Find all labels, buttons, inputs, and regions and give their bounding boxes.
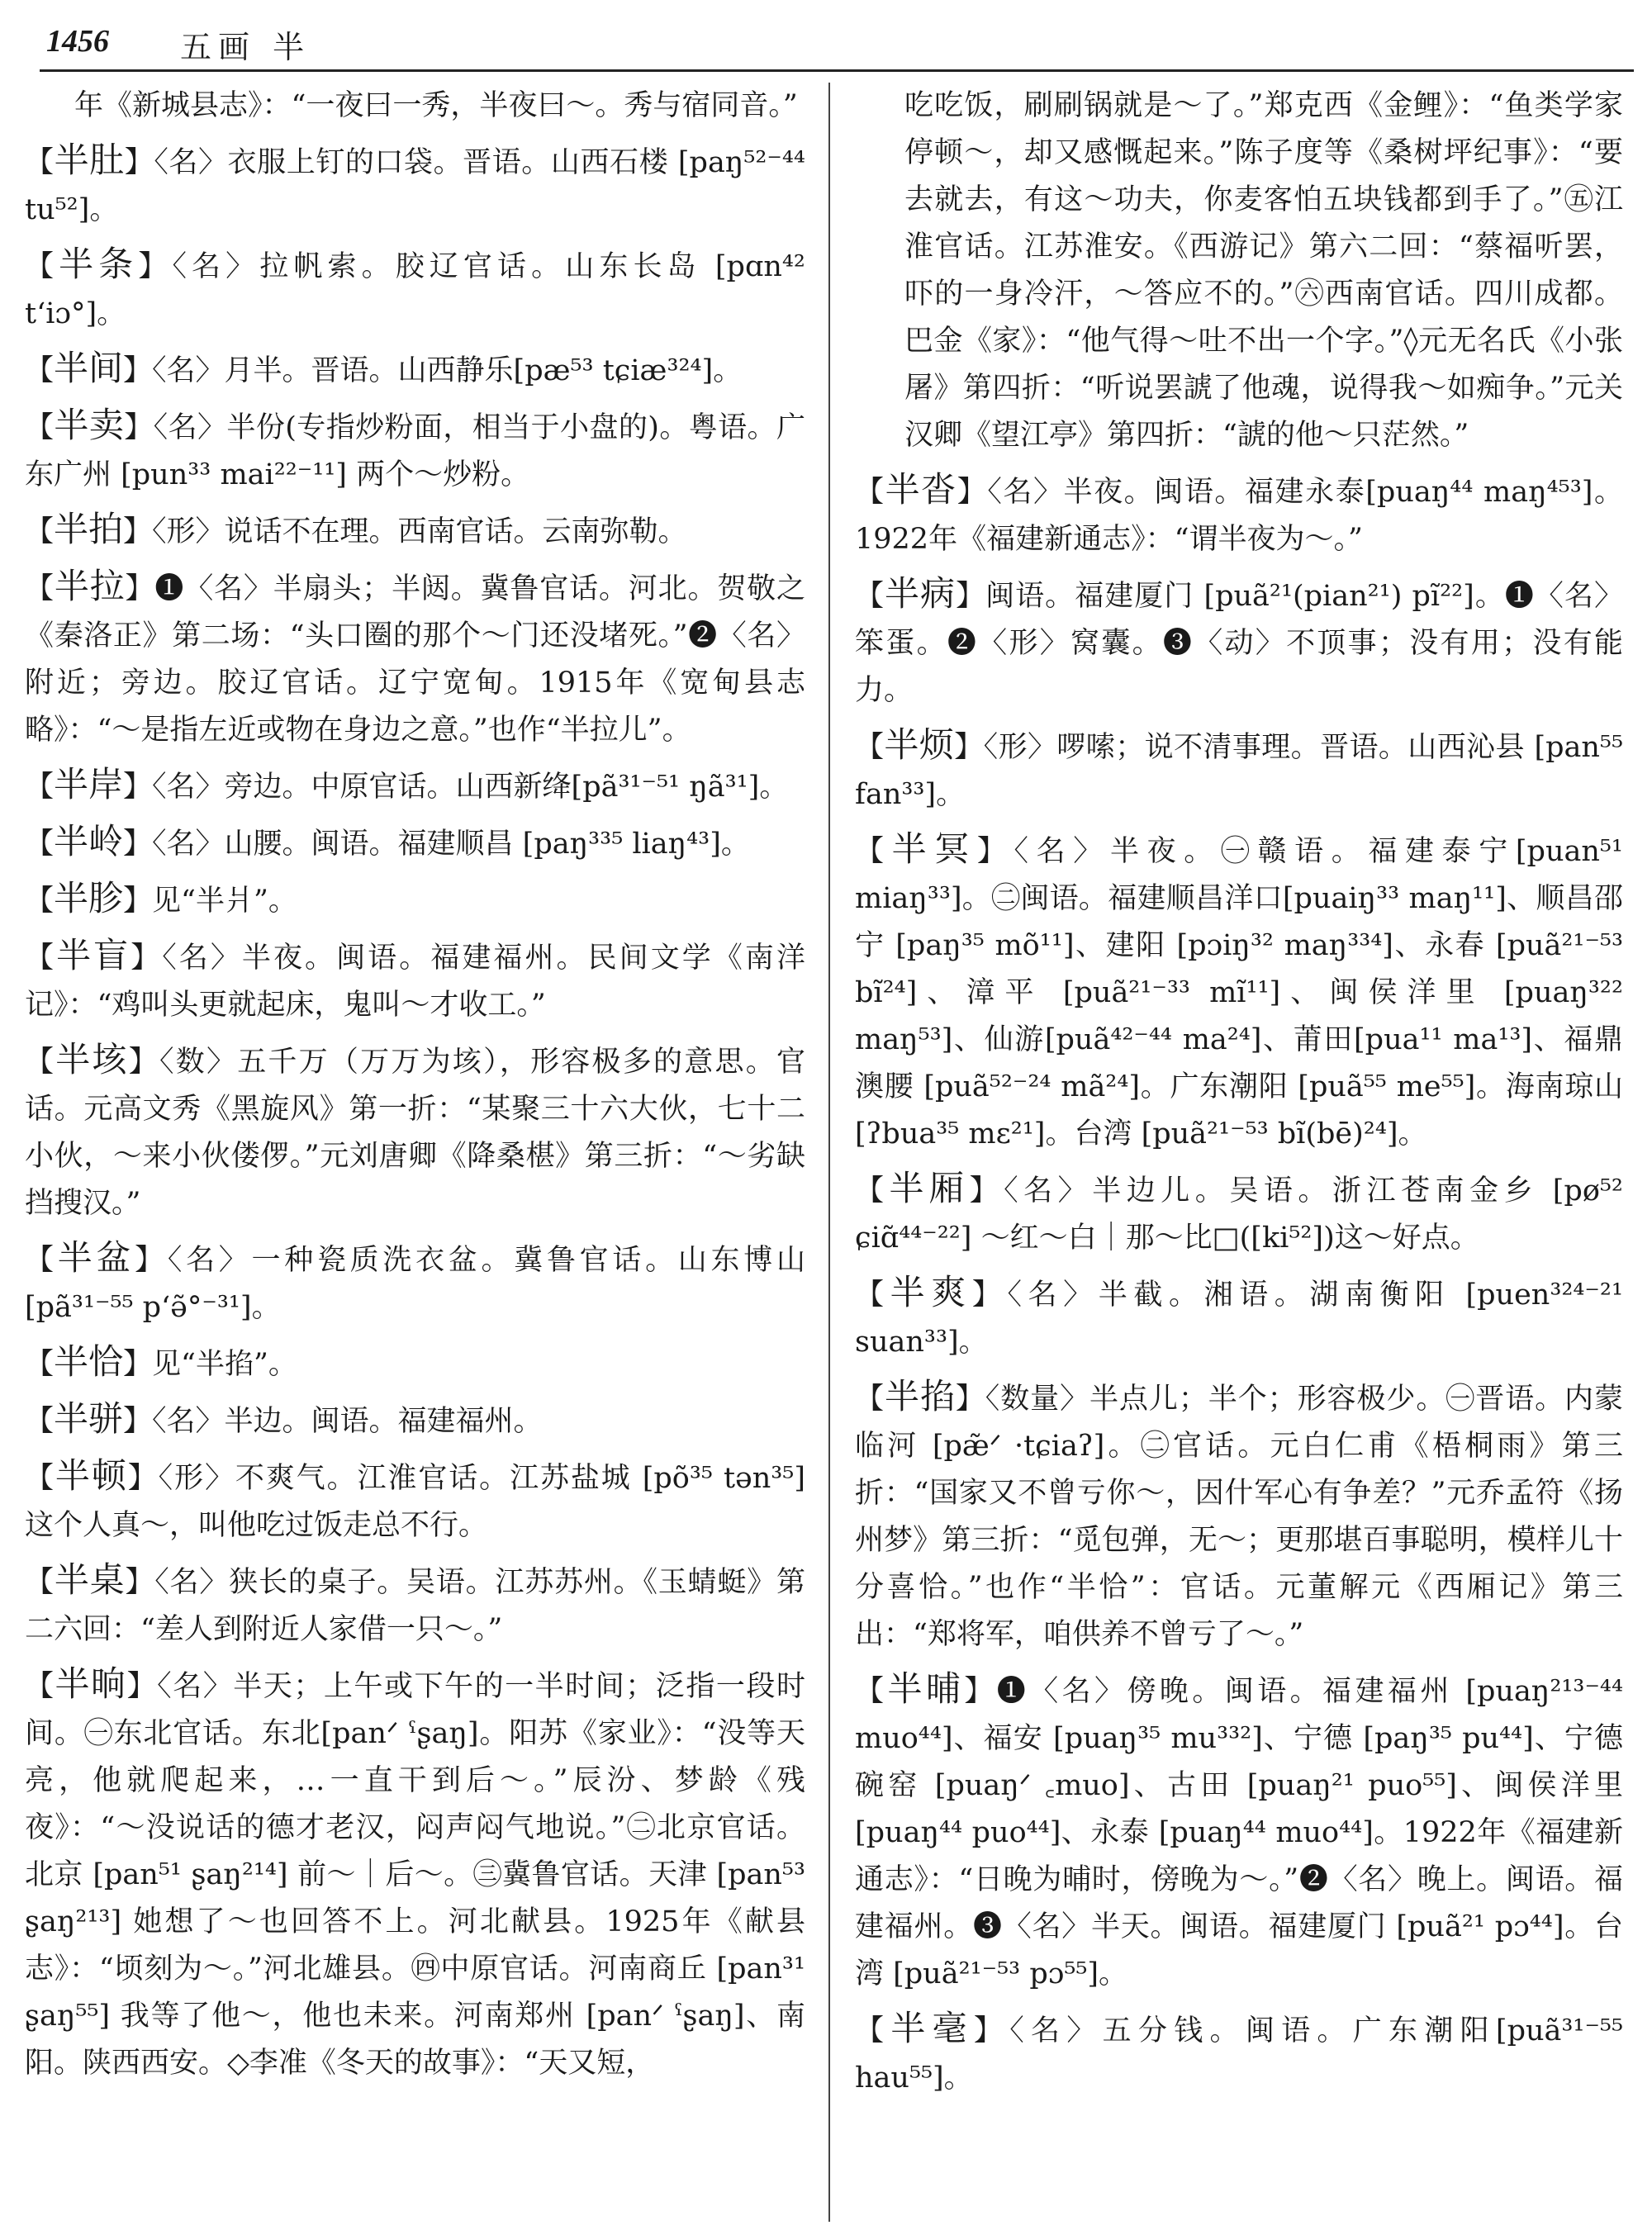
entry-text: ❶〈名〉半扇头；半闼。冀鲁官话。河北。贺敬之《秦洛正》第二场：“头口圈的那个～门还没堵死。”❷〈名〉附近；旁边。胶辽官话。辽宁宽甸。1915年《宽甸县志略》：“～是指左近或物在身边之意。”也作“半拉儿”。 bbox=[25, 572, 805, 747]
headword: 半桌 bbox=[54, 1559, 126, 1600]
entry-text: 〈名〉半份(专指炒粉面，相当于小盘的)。粤语。广东广州 [pun³³ mai²²⁻¹¹] 两个～炒粉。 bbox=[25, 411, 805, 491]
entry-text: 〈数〉五千万（万万为垓），形容极多的意思。官话。元高文秀《黑旋风》第一折：“某聚三十六大伙，七十二小伙，～来小伙偻㑩。”元刘唐卿《降桑椹》第三折：“～劣缺挡搜汉。” bbox=[25, 1046, 805, 1220]
headword: 半拍 bbox=[54, 509, 124, 549]
dictionary-entry: 【半顿】〈形〉不爽气。江淮官话。江苏盐城 [põ³⁵ tən³⁵] 这个人真～，叫他吃过饭走总不行。 bbox=[25, 1455, 805, 1542]
headword: 半肚 bbox=[54, 140, 125, 180]
dictionary-entry: 【半桌】〈名〉狭长的桌子。吴语。江苏苏州。《玉蜻蜓》第二六回：“差人到附近人家借一只～。” bbox=[25, 1559, 805, 1646]
dictionary-entry: 【半拍】〈形〉说话不在理。西南官话。云南弥勒。 bbox=[25, 509, 687, 549]
dictionary-entry: 【半病】闽语。福建厦门 [puã²¹(pian²¹) pĩ²²]。❶〈名〉笨蛋。❷〈形〉窝囊。❸〈动〉不顶事；没有用；没有能力。 bbox=[855, 573, 1623, 707]
headword: 半晌 bbox=[55, 1663, 127, 1704]
headword: 半爽 bbox=[890, 1272, 972, 1312]
dictionary-entry: 【半厢】〈名〉半边儿。吴语。浙江苍南金乡 [pø⁵² ɕiɑ̃⁴⁴⁻²²] ～红～白｜那～比□([ki⁵²])这～好点。 bbox=[855, 1168, 1623, 1255]
headword: 半顿 bbox=[55, 1455, 128, 1496]
entry-text: 见“半掐”。 bbox=[152, 1348, 297, 1381]
left-column bbox=[25, 83, 805, 2226]
headword: 半胗 bbox=[54, 878, 124, 918]
entry-text: 〈形〉说话不在理。西南官话。云南弥勒。 bbox=[152, 515, 687, 548]
entry-text: 〈形〉啰嗦；说不清事理。晋语。山西沁县 [pan⁵⁵ fan³³]。 bbox=[855, 731, 1623, 811]
headword: 半沓 bbox=[885, 469, 957, 510]
column-divider bbox=[828, 83, 830, 2222]
entry-text: 〈名〉山腰。闽语。福建顺昌 [paŋ³³⁵ liaŋ⁴³]。 bbox=[152, 828, 750, 861]
headword: 半拉 bbox=[54, 566, 126, 606]
entry-text: 〈名〉半边。闽语。福建福州。 bbox=[152, 1405, 543, 1438]
entry-text: 〈名〉旁边。中原官话。山西新绛[pã³¹⁻⁵¹ ŋã³¹]。 bbox=[152, 771, 789, 804]
entry-text: 吃吃饭，刷刷锅就是～了。”郑克西《金鲤》：“鱼类学家停顿～，却又感慨起来。”陈子度等《桑树坪纪事》：“要去就去，有这～功夫，你麦客怕五块钱都到手了。”㊄江淮官话。江苏淮安。《西游记》第六二回：“蔡福听罢，吓的一身冷汗，～答应不的。”㊅西南官话。四川成都。巴金《家》：“他气得～吐不出一个字。”◊元无名氏《小张屠》第四折：“听说罢諕了他魂，说得我～如痴争。”元关汉卿《望江亭》第四折：“諕的他～只茫然。” bbox=[904, 89, 1623, 452]
entry-text: 〈名〉月半。晋语。山西静乐[pæ⁵³ tɕiæ³²⁴]。 bbox=[152, 354, 743, 387]
entry-text: 〈名〉衣服上钉的口袋。晋语。山西石楼 [paŋ⁵²⁻⁴⁴ tu⁵²]。 bbox=[25, 146, 805, 226]
headword: 半毫 bbox=[890, 2008, 974, 2048]
entry-text: ❶〈名〉傍晚。闽语。福建福州 [puaŋ²¹³⁻⁴⁴ muo⁴⁴]、福安 [puaŋ³⁵ mu³³²]、宁德 [paŋ³⁵ pu⁴⁴]、宁德碗窑 [puaŋᐟ ꜀muo]、古田 [puaŋ²¹ puo⁵⁵]、闽侯洋里 [puaŋ⁴⁴ puo⁴⁴]、永泰 [puaŋ⁴⁴ muo⁴⁴]。1922年《福建新通志》：“日晚为晡时，傍晚为～。”❷〈名〉晚上。闽语。福建福州。❸〈名〉半天。闽语。福建厦门 [puã²¹ pɔ⁴⁴]。台湾 [puã²¹⁻⁵³ pɔ⁵⁵]。 bbox=[855, 1675, 1623, 1990]
headword: 半垓 bbox=[55, 1039, 129, 1079]
dictionary-entry: 【半毫】〈名〉五分钱。闽语。广东潮阳[puã³¹⁻⁵⁵ hau⁵⁵]。 bbox=[855, 2008, 1623, 2095]
entry-text: 〈名〉狭长的桌子。吴语。江苏苏州。《玉蜻蜓》第二六回：“差人到附近人家借一只～。” bbox=[25, 1566, 805, 1646]
headword: 半间 bbox=[54, 348, 124, 388]
entry-text: 年《新城县志》：“一夜曰一秀，半夜曰～。秀与宿同音。” bbox=[74, 89, 798, 122]
dictionary-entry: 【半间】〈名〉月半。晋语。山西静乐[pæ⁵³ tɕiæ³²⁴]。 bbox=[25, 348, 743, 388]
dictionary-entry: 【半盲】〈名〉半夜。闽语。福建福州。民间文学《南洋记》：“鸡叫头更就起床，鬼叫～才收工。” bbox=[25, 935, 805, 1022]
headword: 半岭 bbox=[54, 821, 124, 861]
page-number: 1456 bbox=[46, 24, 109, 59]
entry-text: 〈名〉一种瓷质洗衣盆。冀鲁官话。山东博山 [pã³¹⁻⁵⁵ pʻə̃°⁻³¹]。 bbox=[25, 1244, 805, 1324]
right-column bbox=[855, 83, 1623, 2226]
headword: 半恰 bbox=[54, 1341, 124, 1382]
headword: 半掐 bbox=[884, 1376, 956, 1416]
entry-text: 〈名〉半天；上午或下午的一半时间；泛指一段时间。㊀东北官话。东北[panᐟ ˁʂaŋ]。阳苏《家业》：“没等天亮，他就爬起来，…一直干到后～。”辰汾、梦龄《残夜》：“～没说话的德才老汉，闷声闷气地说。”㊁北京官话。北京 [pan⁵¹ ʂaŋ²¹⁴] 前～｜后～。㊂冀鲁官话。天津 [pan⁵³ ʂaŋ²¹³] 她想了～也回答不上。河北献县。1925年《献县志》：“顷刻为～。”河北雄县。㊃中原官话。河南商丘 [pan³¹ ʂaŋ⁵⁵] 我等了他～，他也未来。河南郑州 [panᐟ ˁʂaŋ]、南阳。陕西西安。◇李准《冬天的故事》：“天又短， bbox=[25, 1670, 805, 2080]
dictionary-entry: 【半岭】〈名〉山腰。闽语。福建顺昌 [paŋ³³⁵ liaŋ⁴³]。 bbox=[25, 821, 750, 861]
dictionary-entry: 【半沓】〈名〉半夜。闽语。福建永泰[puaŋ⁴⁴ maŋ⁴⁵³]。1922年《福建新通志》：“谓半夜为～。” bbox=[855, 469, 1623, 556]
entry-text: 〈形〉不爽气。江淮官话。江苏盐城 [põ³⁵ tən³⁵] 这个人真～，叫他吃过饭走总不行。 bbox=[25, 1462, 805, 1542]
entry-text: 〈数量〉半点儿；半个；形容极少。㊀晋语。内蒙临河 [pæ̃ᐟ ·tɕiaʔ]。㊁官话。元白仁甫《梧桐雨》第三折：“国家又不曾亏你～，因什军心有争差？”元乔孟符《扬州梦》第三折：“觅包弹，无～；更那堪百事聪明，模样儿十分喜恰。”也作“半恰”：官话。元董解元《西厢记》第三出：“郑将军，咱供养不曾亏了～。” bbox=[855, 1383, 1623, 1651]
page-header bbox=[40, 12, 1634, 72]
headword: 半卖 bbox=[54, 405, 125, 445]
headword: 半盆 bbox=[57, 1237, 135, 1278]
headword: 半晡 bbox=[887, 1668, 965, 1709]
headword: 半烦 bbox=[884, 724, 955, 765]
dictionary-entry: 【半条】〈名〉拉帆索。胶辽官话。山东长岛 [pɑn⁴² tʻiɔ°]。 bbox=[25, 244, 805, 330]
entry-text: 闽语。福建厦门 [puã²¹(pian²¹) pĩ²²]。❶〈名〉笨蛋。❷〈形〉窝囊。❸〈动〉不顶事；没有用；没有能力。 bbox=[855, 580, 1623, 707]
dictionary-entry: 【半晡】❶〈名〉傍晚。闽语。福建福州 [puaŋ²¹³⁻⁴⁴ muo⁴⁴]、福安 [puaŋ³⁵ mu³³²]、宁德 [paŋ³⁵ pu⁴⁴]、宁德碗窑 [puaŋᐟ ꜀muo]、古田 [puaŋ²¹ puo⁵⁵]、闽侯洋里 [puaŋ⁴⁴ puo⁴⁴]、永泰 [puaŋ⁴⁴ muo⁴⁴]。1922年《福建新通志》：“日晚为晡时，傍晚为～。”❷〈名〉晚上。闽语。福建福州。❸〈名〉半天。闽语。福建厦门 [puã²¹ pɔ⁴⁴]。台湾 [puã²¹⁻⁵³ pɔ⁵⁵]。 bbox=[855, 1668, 1623, 1990]
dictionary-entry: 【半肚】〈名〉衣服上钉的口袋。晋语。山西石楼 [paŋ⁵²⁻⁴⁴ tu⁵²]。 bbox=[25, 140, 805, 226]
dictionary-entry: 【半晌】〈名〉半天；上午或下午的一半时间；泛指一段时间。㊀东北官话。东北[panᐟ ˁʂaŋ]。阳苏《家业》：“没等天亮，他就爬起来，…一直干到后～。”辰汾、梦龄《残夜》：“～没说话的德才老汉，闷声闷气地说。”㊁北京官话。北京 [pan⁵¹ ʂaŋ²¹⁴] 前～｜后～。㊂冀鲁官话。天津 [pan⁵³ ʂaŋ²¹³] 她想了～也回答不上。河北献县。1925年《献县志》：“顷刻为～。”河北雄县。㊃中原官话。河南商丘 [pan³¹ ʂaŋ⁵⁵] 我等了他～，他也未来。河南郑州 [panᐟ ˁʂaŋ]、南阳。陕西西安。◇李准《冬天的故事》：“天又短， bbox=[25, 1663, 805, 2080]
dictionary-entry: 【半骈】〈名〉半边。闽语。福建福州。 bbox=[25, 1398, 543, 1439]
dictionary-entry: 【半烦】〈形〉啰嗦；说不清事理。晋语。山西沁县 [pan⁵⁵ fan³³]。 bbox=[855, 724, 1623, 811]
dictionary-entry: 【半恰】见“半掐”。 bbox=[25, 1341, 297, 1382]
headword: 半冥 bbox=[891, 828, 977, 869]
dictionary-entry: 【半垓】〈数〉五千万（万万为垓），形容极多的意思。官话。元高文秀《黑旋风》第一折：“某聚三十六大伙，七十二小伙，～来小伙偻㑩。”元刘唐卿《降桑椹》第三折：“～劣缺挡搜汉。” bbox=[25, 1039, 805, 1220]
entry-text: 见“半爿”。 bbox=[152, 885, 297, 918]
entry-text: 〈名〉半截。湘语。湖南衡阳 [puen³²⁴⁻²¹ suan³³]。 bbox=[855, 1279, 1623, 1359]
entry-text: 〈名〉五分钱。闽语。广东潮阳[puã³¹⁻⁵⁵ hau⁵⁵]。 bbox=[855, 2014, 1623, 2095]
dictionary-entry: 【半岸】〈名〉旁边。中原官话。山西新绛[pã³¹⁻⁵¹ ŋã³¹]。 bbox=[25, 764, 789, 804]
dictionary-entry: 【半拉】❶〈名〉半扇头；半闼。冀鲁官话。河北。贺敬之《秦洛正》第二场：“头口圈的那个～门还没堵死。”❷〈名〉附近；旁边。胶辽官话。辽宁宽甸。1915年《宽甸县志略》：“～是指左近或物在身边之意。”也作“半拉儿”。 bbox=[25, 566, 805, 747]
headword: 半盲 bbox=[56, 935, 131, 975]
entry-continuation bbox=[25, 83, 805, 130]
entry-text: 〈名〉半边儿。吴语。浙江苍南金乡 [pø⁵² ɕiɑ̃⁴⁴⁻²²] ～红～白｜那～比□([ki⁵²])这～好点。 bbox=[855, 1174, 1623, 1255]
dictionary-entry: 【半冥】〈名〉半夜。㊀赣语。福建泰宁[puan⁵¹ miaŋ³³]。㊁闽语。福建顺昌洋口[puaiŋ³³ maŋ¹¹]、顺昌邵宁 [paŋ³⁵ mõ¹¹]、建阳 [pɔiŋ³² maŋ³³⁴]、永春 [puã²¹⁻⁵³ bĩ²⁴]、漳平 [puã²¹⁻³³ mĩ¹¹]、闽侯洋里 [puaŋ³²² maŋ⁵³]、仙游[puã⁴²⁻⁴⁴ ma²⁴]、莆田[pua¹¹ ma¹³]、福鼎澳腰 [puã⁵²⁻²⁴ mã²⁴]。广东潮阳 [puã⁵⁵ me⁵⁵]。海南琼山 [ʔbua³⁵ mɛ²¹]。台湾 [puã²¹⁻⁵³ bĩ(bē)²⁴]。 bbox=[855, 828, 1623, 1151]
dictionary-entry: 【半卖】〈名〉半份(专指炒粉面，相当于小盘的)。粤语。广东广州 [pun³³ mai²²⁻¹¹] 两个～炒粉。 bbox=[25, 405, 805, 491]
dictionary-entry: 【半爽】〈名〉半截。湘语。湖南衡阳 [puen³²⁴⁻²¹ suan³³]。 bbox=[855, 1272, 1623, 1359]
entry-text: 〈名〉拉帆索。胶辽官话。山东长岛 [pɑn⁴² tʻiɔ°]。 bbox=[25, 250, 805, 330]
dictionary-entry: 【半胗】见“半爿”。 bbox=[25, 878, 297, 918]
headword: 半骈 bbox=[54, 1398, 124, 1439]
headword: 半岸 bbox=[54, 764, 124, 804]
section-title: 五画 半 bbox=[180, 29, 311, 65]
entry-text: 〈名〉半夜。闽语。福建福州。民间文学《南洋记》：“鸡叫头更就起床，鬼叫～才收工。” bbox=[25, 942, 805, 1022]
headword: 半厢 bbox=[889, 1168, 970, 1208]
entry-text: 〈名〉半夜。㊀赣语。福建泰宁[puan⁵¹ miaŋ³³]。㊁闽语。福建顺昌洋口[puaiŋ³³ maŋ¹¹]、顺昌邵宁 [paŋ³⁵ mõ¹¹]、建阳 [pɔiŋ³² maŋ³³⁴]、永春 [puã²¹⁻⁵³ bĩ²⁴]、漳平 [puã²¹⁻³³ mĩ¹¹]、闽侯洋里 [puaŋ³²² maŋ⁵³]、仙游[puã⁴²⁻⁴⁴ ma²⁴]、莆田[pua¹¹ ma¹³]、福鼎澳腰 [puã⁵²⁻²⁴ mã²⁴]。广东潮阳 [puã⁵⁵ me⁵⁵]。海南琼山 [ʔbua³⁵ mɛ²¹]。台湾 [puã²¹⁻⁵³ bĩ(bē)²⁴]。 bbox=[855, 835, 1623, 1151]
headword: 半病 bbox=[885, 573, 957, 614]
headword: 半条 bbox=[59, 244, 139, 284]
entry-continuation bbox=[855, 83, 1623, 459]
dictionary-entry: 【半盆】〈名〉一种瓷质洗衣盆。冀鲁官话。山东博山 [pã³¹⁻⁵⁵ pʻə̃°⁻³¹]。 bbox=[25, 1237, 805, 1324]
entry-text: 〈名〉半夜。闽语。福建永泰[puaŋ⁴⁴ maŋ⁴⁵³]。1922年《福建新通志》：“谓半夜为～。” bbox=[855, 476, 1623, 556]
dictionary-entry: 【半掐】〈数量〉半点儿；半个；形容极少。㊀晋语。内蒙临河 [pæ̃ᐟ ·tɕiaʔ]。㊁官话。元白仁甫《梧桐雨》第三折：“国家又不曾亏你～，因什军心有争差？”元乔孟符《扬州梦》第三折：“觅包弹，无～；更那堪百事聪明，模样儿十分喜恰。”也作“半恰”：官话。元董解元《西厢记》第三出：“郑将军，咱供养不曾亏了～。” bbox=[855, 1376, 1623, 1651]
